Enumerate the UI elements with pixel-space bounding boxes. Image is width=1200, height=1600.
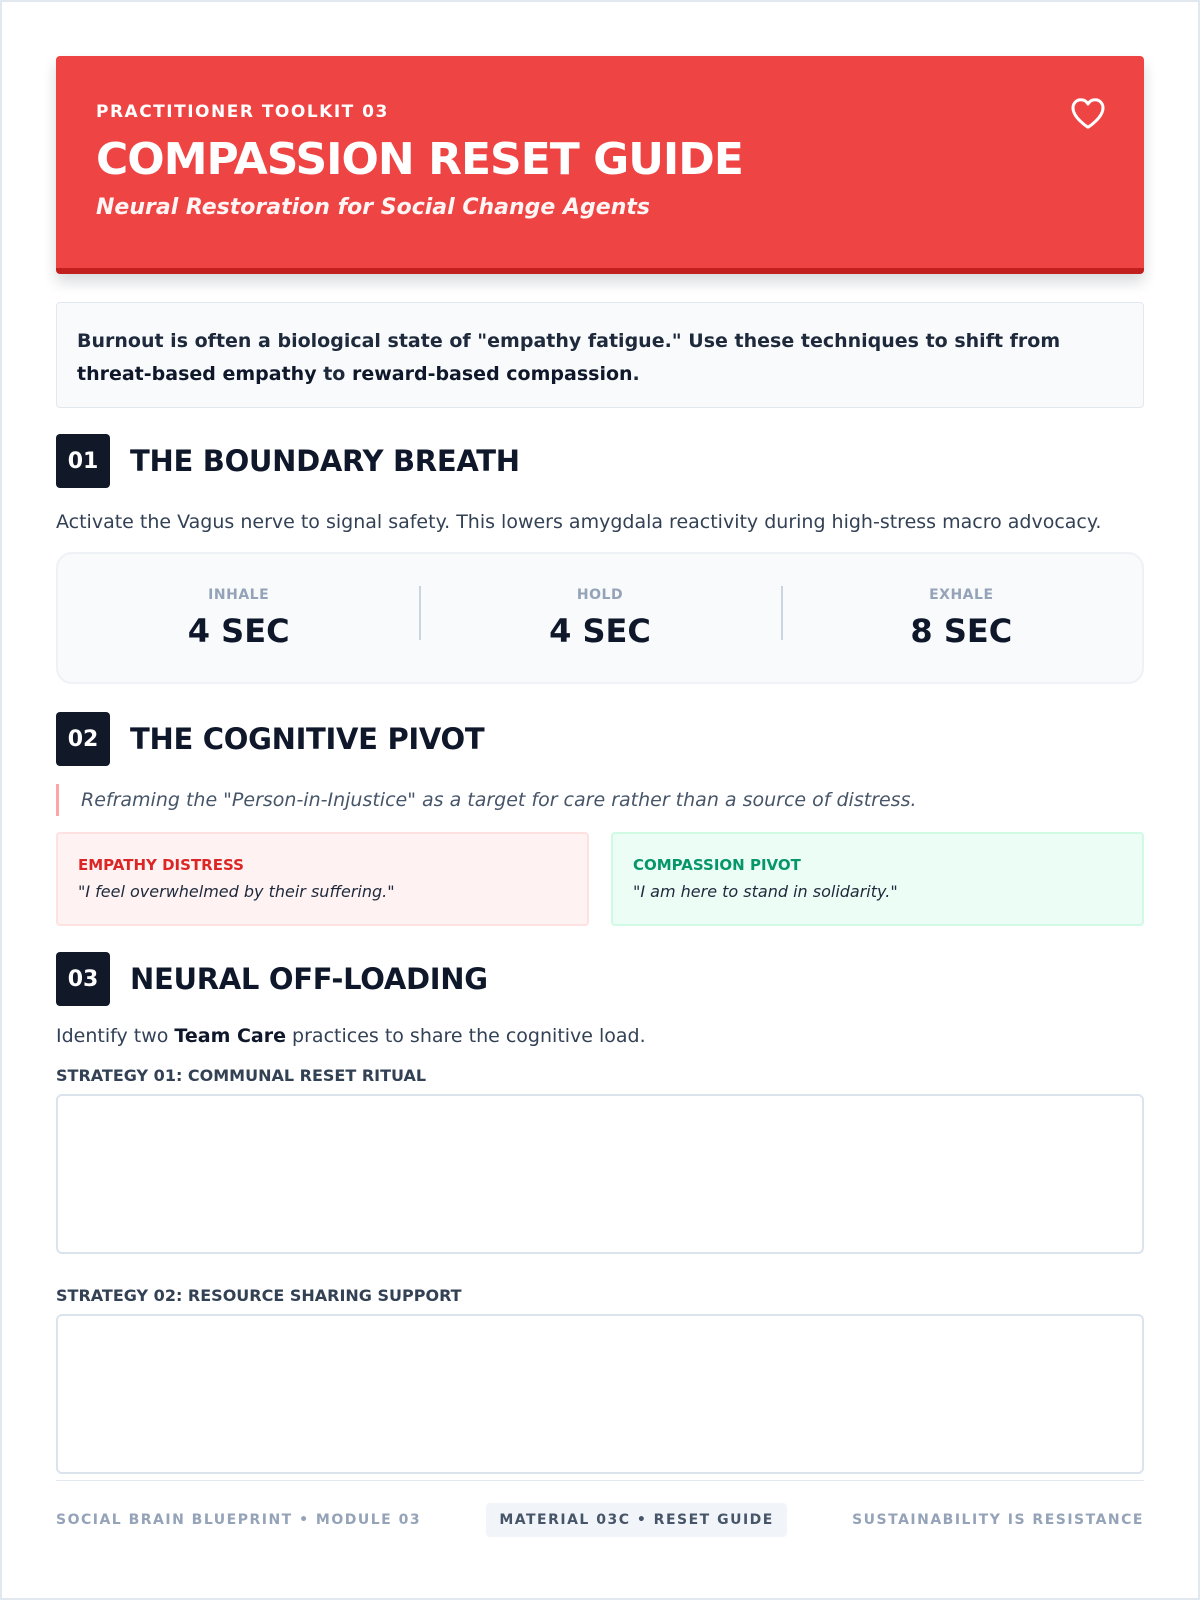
strategy-2-input[interactable] bbox=[56, 1314, 1144, 1474]
intro-emphasis-reward: reward-based compassion bbox=[351, 363, 633, 385]
section-3-number: 03 bbox=[56, 952, 110, 1006]
breath-step-value: 4 SEC bbox=[187, 612, 290, 650]
page-title: COMPASSION RESET GUIDE bbox=[96, 134, 743, 185]
header-banner bbox=[56, 56, 1144, 274]
breath-step-value: 8 SEC bbox=[910, 612, 1013, 650]
intro-text-end: . bbox=[632, 363, 640, 385]
empathy-distress-label: EMPATHY DISTRESS bbox=[78, 856, 244, 874]
section-cognitive-pivot bbox=[56, 712, 1144, 926]
empathy-distress-quote: "I feel overwhelmed by their suffering." bbox=[78, 882, 395, 901]
section-1-header bbox=[56, 434, 1144, 488]
strategy-2-label: STRATEGY 02: RESOURCE SHARING SUPPORT bbox=[56, 1286, 462, 1305]
section-1-number: 01 bbox=[56, 434, 110, 488]
section-2-title: THE COGNITIVE PIVOT bbox=[130, 722, 485, 756]
breath-timing-panel bbox=[56, 552, 1144, 684]
section-boundary-breath bbox=[56, 434, 1144, 684]
compassion-pivot-quote: "I am here to stand in solidarity." bbox=[633, 882, 898, 901]
section-3-description bbox=[56, 1024, 1144, 1048]
footer-tagline: SUSTAINABILITY IS RESISTANCE bbox=[852, 1511, 1144, 1528]
intro-callout bbox=[56, 302, 1144, 408]
strategy-1-input[interactable] bbox=[56, 1094, 1144, 1254]
section-2-number: 02 bbox=[56, 712, 110, 766]
page-subtitle: Neural Restoration for Social Change Agents bbox=[96, 195, 650, 220]
intro-text-joiner: to bbox=[316, 363, 352, 385]
section-3-desc-text-end: practices to share the cognitive load. bbox=[286, 1025, 646, 1047]
section-2-header bbox=[56, 712, 1144, 766]
section-1-description: Activate the Vagus nerve to signal safety. This lowers amygdala reactivity during high-stress macro advocacy. bbox=[56, 511, 1102, 533]
strategy-2-field bbox=[56, 1286, 1144, 1478]
section-neural-offloading bbox=[56, 952, 1144, 1478]
intro-text: Burnout is often a biological state of "empathy fatigue." Use these techniques to shift from bbox=[77, 330, 1061, 352]
footer-material-badge: MATERIAL 03C • RESET GUIDE bbox=[486, 1503, 787, 1537]
breath-step-label: HOLD bbox=[576, 587, 624, 603]
breath-step-label: EXHALE bbox=[929, 587, 994, 603]
section-3-desc-text: Identify two bbox=[56, 1025, 175, 1047]
compassion-pivot-card bbox=[611, 832, 1144, 926]
heart-icon bbox=[1070, 96, 1106, 130]
breath-step-exhale bbox=[781, 586, 1142, 650]
toolkit-eyebrow: PRACTITIONER TOOLKIT 03 bbox=[96, 102, 389, 122]
pivot-comparison bbox=[56, 832, 1144, 926]
pivot-quote: Reframing the "Person-in-Injustice" as a target for care rather than a source of distress. bbox=[56, 784, 1144, 816]
footer-module: SOCIAL BRAIN BLUEPRINT • MODULE 03 bbox=[56, 1511, 422, 1528]
breath-step-label: INHALE bbox=[208, 587, 270, 603]
empathy-distress-card bbox=[56, 832, 589, 926]
breath-step-hold bbox=[419, 586, 780, 650]
compassion-pivot-label: COMPASSION PIVOT bbox=[633, 856, 801, 874]
breath-step-value: 4 SEC bbox=[549, 612, 651, 650]
strategy-1-field bbox=[56, 1066, 1144, 1258]
intro-emphasis-threat: threat-based empathy bbox=[77, 363, 317, 385]
section-1-title: THE BOUNDARY BREATH bbox=[130, 444, 520, 478]
page-footer bbox=[56, 1480, 1144, 1550]
section-3-desc-emphasis: Team Care bbox=[174, 1025, 287, 1047]
breath-step-inhale bbox=[58, 586, 419, 650]
section-3-title: NEURAL OFF-LOADING bbox=[130, 962, 488, 996]
strategy-1-label: STRATEGY 01: COMMUNAL RESET RITUAL bbox=[56, 1066, 427, 1085]
section-3-header bbox=[56, 952, 1144, 1006]
